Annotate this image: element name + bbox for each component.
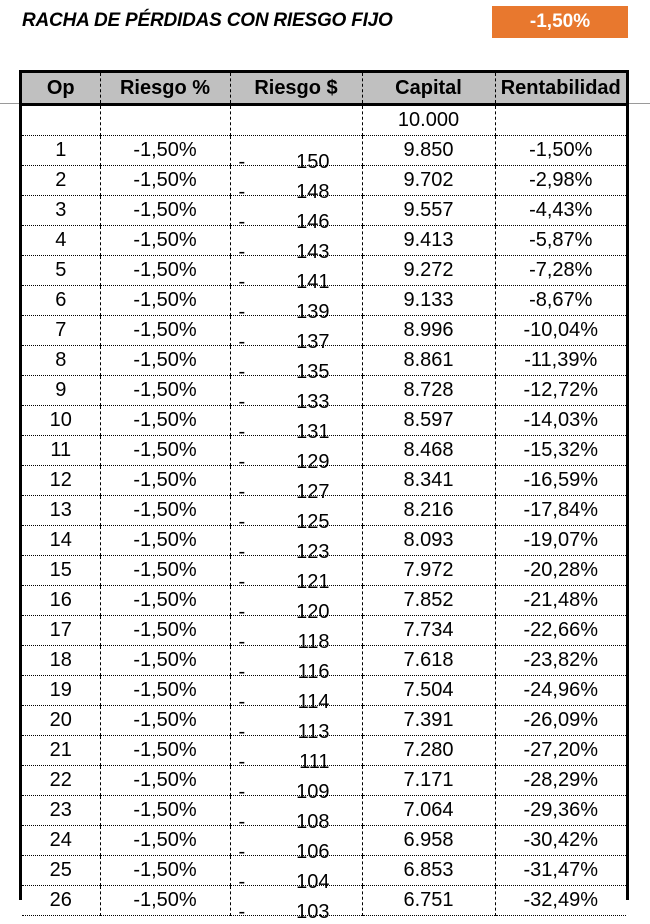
negative-sign: -: [238, 240, 246, 263]
table-row: [22, 886, 626, 916]
cell-riesgo-pct[interactable]: -1,50%: [100, 646, 230, 676]
cell-rentabilidad[interactable]: -10,04%: [495, 316, 626, 346]
cell-op[interactable]: 25: [22, 856, 100, 886]
negative-sign: -: [238, 630, 246, 653]
cell-riesgo-usd[interactable]: [230, 286, 362, 323]
cell-rentabilidad[interactable]: -29,36%: [495, 796, 626, 826]
risk-badge: -1,50%: [492, 6, 628, 38]
cell-capital[interactable]: 8.728: [362, 376, 495, 406]
cell-capital[interactable]: 9.850: [362, 136, 495, 166]
table-row: [22, 226, 626, 256]
cell-riesgo-pct[interactable]: -1,50%: [100, 796, 230, 826]
cell-riesgo-usd[interactable]: [230, 256, 362, 293]
cell-capital[interactable]: 8.861: [362, 346, 495, 376]
negative-sign: -: [238, 840, 246, 863]
negative-sign: -: [238, 300, 246, 323]
riesgo-usd-value: 106: [296, 840, 330, 863]
cell-rentabilidad[interactable]: -15,32%: [495, 436, 626, 466]
cell-capital[interactable]: 8.341: [362, 466, 495, 496]
cell-capital[interactable]: 7.734: [362, 616, 495, 646]
cell-riesgo-pct[interactable]: -1,50%: [100, 166, 230, 196]
cell-riesgo-usd[interactable]: [230, 706, 362, 743]
table-row: [22, 556, 626, 586]
cell-riesgo-usd[interactable]: [230, 406, 362, 443]
cell-rentabilidad[interactable]: -27,20%: [495, 736, 626, 766]
cell-riesgo-usd[interactable]: [230, 166, 362, 203]
cell-capital[interactable]: 7.972: [362, 556, 495, 586]
cell-op[interactable]: 18: [22, 646, 100, 676]
table-row: [22, 466, 626, 496]
table-row: [22, 856, 626, 886]
cell-riesgo-usd[interactable]: [230, 736, 362, 773]
table-row: [22, 766, 626, 796]
riesgo-usd-value: 111: [299, 750, 330, 773]
cell-op[interactable]: 2: [22, 166, 100, 196]
riesgo-usd-value: 146: [296, 210, 330, 233]
loss-streak-table: [19, 70, 629, 923]
negative-sign: -: [238, 690, 246, 713]
riesgo-usd-value: 120: [296, 600, 330, 623]
table-row: [22, 676, 626, 706]
riesgo-usd-value: 114: [297, 690, 330, 713]
cell-rentabilidad[interactable]: -2,98%: [495, 166, 626, 196]
cell-capital[interactable]: 7.504: [362, 676, 495, 706]
cell-op[interactable]: 4: [22, 226, 100, 256]
cell-riesgo-pct[interactable]: -1,50%: [100, 316, 230, 346]
cell-capital[interactable]: 9.133: [362, 286, 495, 316]
table-row: [22, 826, 626, 856]
cell-riesgo-pct[interactable]: -1,50%: [100, 766, 230, 796]
cell-op[interactable]: 13: [22, 496, 100, 526]
cell-op[interactable]: 14: [22, 526, 100, 556]
cell-rentabilidad[interactable]: -11,39%: [495, 346, 626, 376]
riesgo-usd-value: 123: [296, 540, 330, 563]
table-row: [22, 436, 626, 466]
riesgo-usd-value: 116: [297, 660, 330, 683]
cell-riesgo-pct[interactable]: -1,50%: [100, 286, 230, 316]
table-row: [22, 166, 626, 196]
page-title: RACHA DE PÉRDIDAS CON RIESGO FIJO: [22, 10, 393, 31]
cell-riesgo-pct[interactable]: -1,50%: [100, 136, 230, 166]
table-row: [22, 316, 626, 346]
negative-sign: -: [238, 780, 246, 803]
cell-capital[interactable]: 8.996: [362, 316, 495, 346]
negative-sign: -: [238, 720, 246, 743]
cell-riesgo-usd[interactable]: [230, 105, 362, 136]
cell-riesgo-usd[interactable]: [230, 496, 362, 533]
table-row: [22, 646, 626, 676]
cell-rentabilidad[interactable]: -8,67%: [495, 286, 626, 316]
cell-rentabilidad[interactable]: -16,59%: [495, 466, 626, 496]
cell-rentabilidad[interactable]: -14,03%: [495, 406, 626, 436]
cell-rentabilidad[interactable]: -7,28%: [495, 256, 626, 286]
cell-riesgo-pct[interactable]: -1,50%: [100, 676, 230, 706]
riesgo-usd-value: 141: [296, 270, 330, 293]
cell-op[interactable]: 23: [22, 796, 100, 826]
cell-riesgo-usd[interactable]: [230, 796, 362, 833]
riesgo-usd-value: 150: [296, 150, 330, 173]
column-header-rentabilidad[interactable]: Rentabilidad: [495, 73, 626, 105]
cell-riesgo-usd[interactable]: [230, 346, 362, 383]
table-row: [22, 286, 626, 316]
riesgo-usd-value: 139: [296, 300, 330, 323]
cell-op[interactable]: 19: [22, 676, 100, 706]
column-header-capital[interactable]: Capital: [362, 73, 495, 105]
table-row: [22, 616, 626, 646]
cell-riesgo-pct[interactable]: -1,50%: [100, 586, 230, 616]
negative-sign: -: [238, 150, 246, 173]
negative-sign: -: [238, 420, 246, 443]
riesgo-usd-value: 104: [296, 870, 330, 893]
column-header-riesgo-usd[interactable]: Riesgo $: [230, 73, 362, 105]
cell-capital[interactable]: 8.216: [362, 496, 495, 526]
cell-capital[interactable]: 9.272: [362, 256, 495, 286]
negative-sign: -: [238, 210, 246, 233]
cell-op[interactable]: 15: [22, 556, 100, 586]
riesgo-usd-value: 127: [296, 480, 330, 503]
column-header-riesgo-pct[interactable]: Riesgo %: [100, 73, 230, 105]
cell-capital[interactable]: 7.618: [362, 646, 495, 676]
cell-riesgo-pct[interactable]: -1,50%: [100, 556, 230, 586]
cell-riesgo-pct[interactable]: -1,50%: [100, 886, 230, 916]
cell-riesgo-usd[interactable]: [230, 136, 362, 173]
cell-rentabilidad[interactable]: -24,96%: [495, 676, 626, 706]
table-row: [22, 586, 626, 616]
cell-riesgo-usd[interactable]: [230, 586, 362, 623]
negative-sign: -: [238, 330, 246, 353]
negative-sign: -: [238, 600, 246, 623]
riesgo-usd-value: 109: [296, 780, 330, 803]
table-row: [22, 196, 626, 226]
cell-riesgo-pct[interactable]: -1,50%: [100, 526, 230, 556]
header-row: [22, 73, 626, 105]
cell-op[interactable]: 17: [22, 616, 100, 646]
cell-rentabilidad[interactable]: -30,42%: [495, 826, 626, 856]
cell-riesgo-usd[interactable]: [230, 316, 362, 353]
cell-riesgo-pct[interactable]: -1,50%: [100, 256, 230, 286]
cell-capital[interactable]: 9.702: [362, 166, 495, 196]
cell-op[interactable]: 6: [22, 286, 100, 316]
cell-capital[interactable]: 8.093: [362, 526, 495, 556]
cell-capital[interactable]: 9.413: [362, 226, 495, 256]
cell-op[interactable]: 5: [22, 256, 100, 286]
cell-capital[interactable]: 6.853: [362, 856, 495, 886]
cell-rentabilidad[interactable]: -31,47%: [495, 856, 626, 886]
cell-op[interactable]: 24: [22, 826, 100, 856]
cell-riesgo-usd[interactable]: [230, 646, 362, 683]
riesgo-usd-value: 133: [296, 390, 330, 413]
cell-rentabilidad[interactable]: -17,84%: [495, 496, 626, 526]
cell-riesgo-pct[interactable]: -1,50%: [100, 496, 230, 526]
table-row: [22, 526, 626, 556]
column-header-op[interactable]: Op: [22, 73, 100, 105]
cell-riesgo-usd[interactable]: [230, 676, 362, 713]
cell-riesgo-pct[interactable]: -1,50%: [100, 736, 230, 766]
negative-sign: -: [238, 540, 246, 563]
table-row: [22, 796, 626, 826]
cell-capital[interactable]: 8.468: [362, 436, 495, 466]
negative-sign: -: [238, 360, 246, 383]
negative-sign: -: [238, 870, 246, 893]
cell-rentabilidad[interactable]: -21,48%: [495, 586, 626, 616]
cell-op[interactable]: 3: [22, 196, 100, 226]
negative-sign: -: [238, 450, 246, 473]
cell-riesgo-usd[interactable]: [230, 526, 362, 563]
cell-riesgo-usd[interactable]: [230, 886, 362, 923]
riesgo-usd-value: 148: [296, 180, 330, 203]
cell-capital[interactable]: 9.557: [362, 196, 495, 226]
cell-riesgo-usd[interactable]: [230, 436, 362, 473]
cell-capital[interactable]: 6.751: [362, 886, 495, 916]
negative-sign: -: [238, 810, 246, 833]
riesgo-usd-value: 137: [296, 330, 330, 353]
cell-capital[interactable]: 7.171: [362, 766, 495, 796]
cell-rentabilidad[interactable]: -22,66%: [495, 616, 626, 646]
cell-rentabilidad[interactable]: -20,28%: [495, 556, 626, 586]
cell-riesgo-usd[interactable]: [230, 556, 362, 593]
cell-capital[interactable]: 10.000: [362, 105, 495, 136]
cell-riesgo-pct[interactable]: -1,50%: [100, 616, 230, 646]
cell-rentabilidad[interactable]: -19,07%: [495, 526, 626, 556]
cell-op[interactable]: 11: [22, 436, 100, 466]
cell-op[interactable]: 20: [22, 706, 100, 736]
cell-rentabilidad[interactable]: -1,50%: [495, 136, 626, 166]
cell-rentabilidad[interactable]: -23,82%: [495, 646, 626, 676]
cell-riesgo-usd[interactable]: [230, 376, 362, 413]
cell-riesgo-pct[interactable]: -1,50%: [100, 856, 230, 886]
riesgo-usd-value: 131: [296, 420, 330, 443]
cell-op[interactable]: 10: [22, 406, 100, 436]
cell-riesgo-usd[interactable]: [230, 616, 362, 653]
cell-rentabilidad[interactable]: -32,49%: [495, 886, 626, 916]
cell-riesgo-pct[interactable]: -1,50%: [100, 436, 230, 466]
cell-op[interactable]: 8: [22, 346, 100, 376]
table-row: [22, 346, 626, 376]
riesgo-usd-value: 143: [296, 240, 330, 263]
cell-op[interactable]: 1: [22, 136, 100, 166]
cell-capital[interactable]: 7.064: [362, 796, 495, 826]
cell-capital[interactable]: 7.391: [362, 706, 495, 736]
cell-riesgo-pct[interactable]: -1,50%: [100, 406, 230, 436]
cell-riesgo-pct[interactable]: -1,50%: [100, 226, 230, 256]
cell-rentabilidad[interactable]: -5,87%: [495, 226, 626, 256]
cell-op[interactable]: [22, 105, 100, 136]
table-row: [22, 376, 626, 406]
cell-rentabilidad[interactable]: -26,09%: [495, 706, 626, 736]
cell-capital[interactable]: 7.852: [362, 586, 495, 616]
cell-riesgo-pct[interactable]: -1,50%: [100, 346, 230, 376]
table-row: [22, 256, 626, 286]
cell-riesgo-usd[interactable]: [230, 766, 362, 803]
table-row: [22, 406, 626, 436]
cell-riesgo-usd[interactable]: [230, 196, 362, 233]
cell-op[interactable]: 26: [22, 886, 100, 916]
cell-riesgo-pct[interactable]: -1,50%: [100, 706, 230, 736]
cell-op[interactable]: 16: [22, 586, 100, 616]
negative-sign: -: [238, 180, 246, 203]
riesgo-usd-value: 103: [296, 900, 330, 923]
cell-riesgo-usd[interactable]: [230, 466, 362, 503]
riesgo-usd-value: 121: [296, 570, 330, 593]
cell-op[interactable]: 21: [22, 736, 100, 766]
cell-riesgo-pct[interactable]: -1,50%: [100, 826, 230, 856]
negative-sign: -: [238, 900, 246, 923]
table-row: [22, 136, 626, 166]
negative-sign: -: [238, 480, 246, 503]
negative-sign: -: [238, 270, 246, 293]
negative-sign: -: [238, 390, 246, 413]
cell-riesgo-pct[interactable]: -1,50%: [100, 376, 230, 406]
riesgo-usd-value: 129: [296, 450, 330, 473]
cell-capital[interactable]: 8.597: [362, 406, 495, 436]
riesgo-usd-value: 113: [297, 720, 330, 743]
cell-riesgo-pct[interactable]: -1,50%: [100, 466, 230, 496]
riesgo-usd-value: 118: [297, 630, 330, 653]
cell-op[interactable]: 9: [22, 376, 100, 406]
cell-rentabilidad[interactable]: [495, 105, 626, 136]
cell-riesgo-usd[interactable]: [230, 856, 362, 893]
table-row: [22, 706, 626, 736]
cell-riesgo-pct[interactable]: -1,50%: [100, 196, 230, 226]
riesgo-usd-value: 125: [296, 510, 330, 533]
negative-sign: -: [238, 660, 246, 683]
cell-op[interactable]: 22: [22, 766, 100, 796]
table-row: [22, 496, 626, 526]
riesgo-usd-value: 135: [296, 360, 330, 383]
cell-rentabilidad[interactable]: -4,43%: [495, 196, 626, 226]
cell-rentabilidad[interactable]: -28,29%: [495, 766, 626, 796]
cell-riesgo-usd[interactable]: [230, 826, 362, 863]
negative-sign: -: [238, 570, 246, 593]
cell-op[interactable]: 12: [22, 466, 100, 496]
cell-op[interactable]: 7: [22, 316, 100, 346]
initial-capital-row: [22, 105, 626, 136]
cell-riesgo-pct[interactable]: [100, 105, 230, 136]
cell-riesgo-usd[interactable]: [230, 226, 362, 263]
negative-sign: -: [238, 750, 246, 773]
negative-sign: -: [238, 510, 246, 533]
riesgo-usd-value: 108: [296, 810, 330, 833]
cell-capital[interactable]: 6.958: [362, 826, 495, 856]
cell-capital[interactable]: 7.280: [362, 736, 495, 766]
table-row: [22, 736, 626, 766]
cell-rentabilidad[interactable]: -12,72%: [495, 376, 626, 406]
